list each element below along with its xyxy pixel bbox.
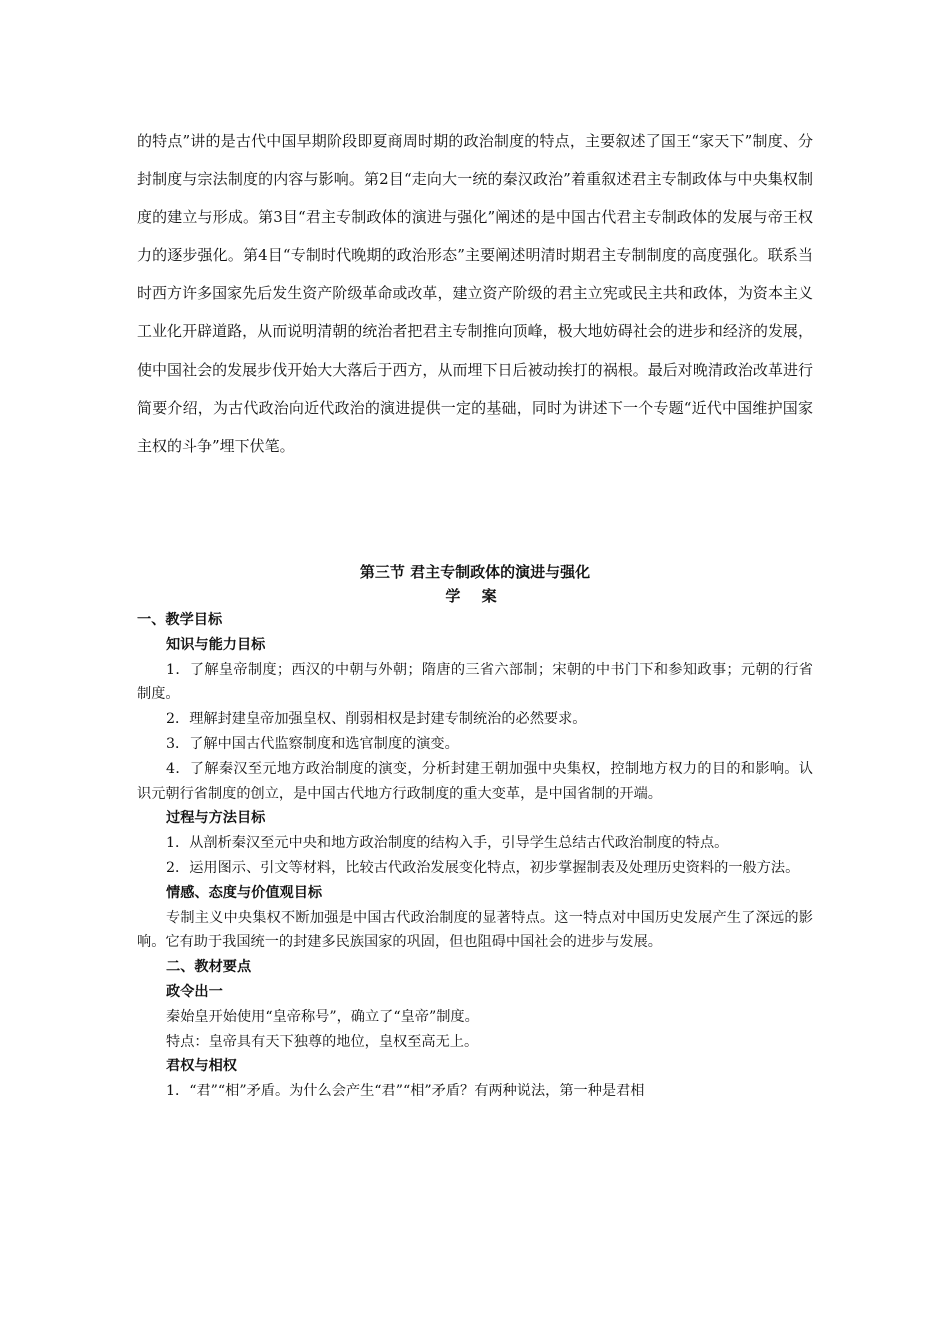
intro-paragraph: 的特点”讲的是古代中国早期阶段即夏商周时期的政治制度的特点，主要叙述了国王“家天下”制度、分封制度与宗法制度的内容与影响。第2目“走向大一统的秦汉政治”着重叙述君主专制政体与中央集权制度的建立与形成。第3目“君主专制政体的演进与强化”阐述的是中国古代君主专制政体的发展与帝王权力的逐步强化。第4目“专制时代晚期的政治形态”主要阐述明清时期君主专制制度的高度强化。联系当时西方许多国家先后发生资产阶级革命或改革，建立资产阶级的君主立宪或民主共和政体，为资本主义工业化开辟道路，从而说明清朝的统治者把君主专制推向顶峰，极大地妨碍社会的进步和经济的发展，使中国社会的发展步伐开始大大落后于西方，从而埋下日后被动挨打的祸根。最后对晚清政治改革进行简要介绍，为古代政治向近代政治的演进提供一定的基础，同时为讲述下一个专题“近代中国维护国家主权的斗争”埋下伏笔。 bbox=[137, 132, 813, 455]
knowledge-goal-item: 4．了解秦汉至元地方政治制度的演变，分析封建王朝加强中央集权，控制地方权力的目的和影响。认识元朝行省制度的创立，是中国古代地方行政制度的重大变革，是中国省制的开端。 bbox=[137, 760, 813, 802]
decree-heading: 政令出一 bbox=[166, 983, 223, 1000]
process-goal-item: 2．运用图示、引文等材料，比较古代政治发展变化特点，初步掌握制表及处理历史资料的一般方法。 bbox=[166, 859, 800, 876]
power-heading: 君权与相权 bbox=[166, 1058, 237, 1075]
values-goals-heading: 情感、态度与价值观目标 bbox=[166, 884, 323, 901]
teaching-goals-heading: 一、教学目标 bbox=[137, 612, 223, 628]
lesson-plan-body bbox=[137, 608, 813, 1104]
decree-line: 特点：皇帝具有天下独尊的地位，皇权至高无上。 bbox=[166, 1033, 479, 1050]
power-line: 1．“君”“相”矛盾。为什么会产生“君”“相”矛盾？有两种说法，第一种是君相 bbox=[166, 1083, 645, 1100]
knowledge-goals-heading: 知识与能力目标 bbox=[166, 636, 266, 653]
process-goal-item: 1．从剖析秦汉至元中央和地方政治制度的结构入手，引导学生总结古代政治制度的特点。 bbox=[166, 835, 729, 852]
knowledge-goal-item: 1．了解皇帝制度；西汉的中朝与外朝；隋唐的三省六部制；宋朝的中书门下和参知政事；元朝的行省制度。 bbox=[137, 661, 813, 703]
key-points-heading: 二、教材要点 bbox=[166, 959, 252, 976]
process-goals-heading: 过程与方法目标 bbox=[166, 810, 266, 827]
section-subtitle: 学 案 bbox=[445, 587, 505, 605]
section-title: 第三节 君主专制政体的演进与强化 bbox=[359, 563, 591, 581]
values-goals-text: 专制主义中央集权不断加强是中国古代政治制度的显著特点。这一特点对中国历史发展产生了深远的影响。它有助于我国统一的封建多民族国家的巩固，但也阻碍中国社会的进步与发展。 bbox=[137, 909, 813, 951]
knowledge-goal-item: 2．理解封建皇帝加强皇权、削弱相权是封建专制统治的必然要求。 bbox=[166, 711, 587, 728]
decree-line: 秦始皇开始使用“皇帝称号”，确立了“皇帝”制度。 bbox=[166, 1008, 479, 1025]
knowledge-goal-item: 3．了解中国古代监察制度和选官制度的演变。 bbox=[166, 735, 459, 752]
